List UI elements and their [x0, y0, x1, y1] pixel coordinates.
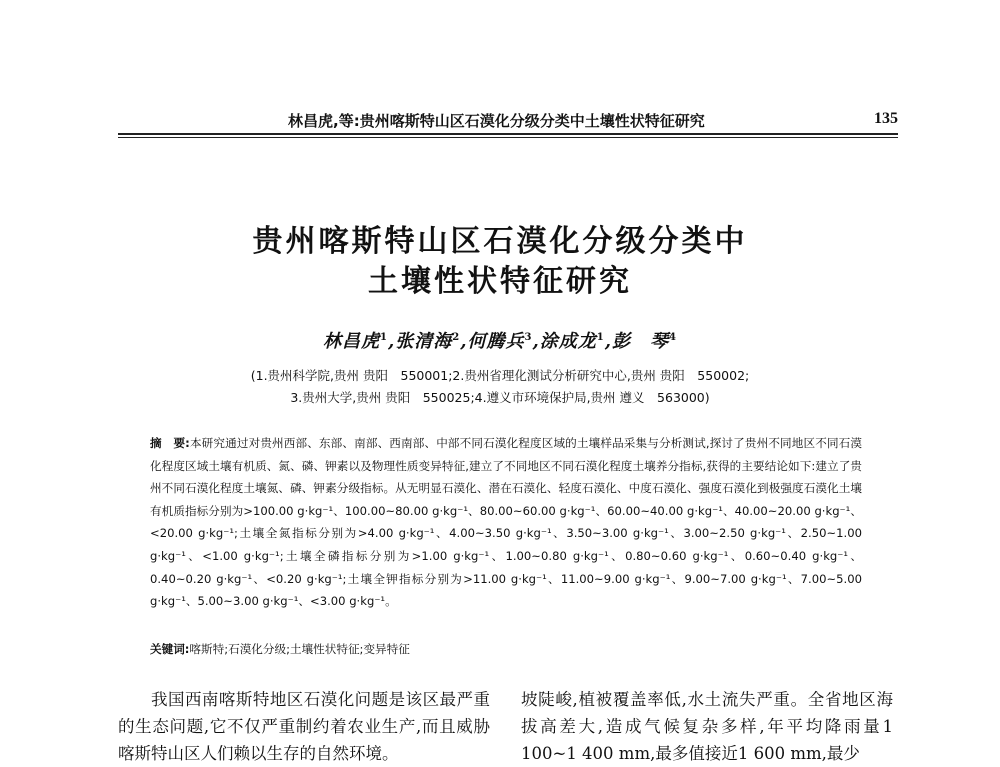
author-name: 张清海 [395, 331, 453, 352]
keywords [150, 641, 862, 657]
header-rule-thin [118, 137, 898, 138]
paper-title-line-1: 贵州喀斯特山区石漠化分级分类中 [252, 224, 748, 259]
author-separator: , [460, 331, 468, 352]
author-affil-mark: 1 [596, 332, 605, 343]
author-name: 何腾兵 [467, 331, 525, 352]
abstract-text: 本研究通过对贵州西部、东部、南部、西南部、中部不同石漠化程度区域的土壤样品采集与分析测试,探讨了贵州不同地区不同石漠化程度区域土壤有机质、氮、磷、钾素以及物理性质变异特征,建立了不同地区不同石漠化程度土壤养分指标,获得的主要结论如下:建立了贵州不同石漠化程度土壤氮、磷、钾素分级指标。从无明显石漠化、潜在石漠化、轻度石漠化、中度石漠化、强度石漠化到极强度石漠化土壤有机质指标分别为>100.00 g·kg⁻¹、100.00~80.00 g·kg⁻¹、80.00~60.00 g·kg⁻¹、60.00~40.00 g·kg⁻¹、40.00~20.00 g·kg⁻¹、<20.00 g·kg⁻¹;土壤全氮指标分别为>4.00 g·kg⁻¹、4.00~3.50 g·kg⁻¹、3.50~3.00 g·kg⁻¹、3.00~2.50 g·kg⁻¹、2.50~1.00 g·kg⁻¹、<1.00 g·kg⁻¹;土壤全磷指标分别为>1.00 g·kg⁻¹、1.00~0.80 g·kg⁻¹、0.80~0.60 g·kg⁻¹、0.60~0.40 g·kg⁻¹、0.40~0.20 g·kg⁻¹、<0.20 g·kg⁻¹;土壤全钾指标分别为>11.00 g·kg⁻¹、11.00~9.00 g·kg⁻¹、9.00~7.00 g·kg⁻¹、7.00~5.00 g·kg⁻¹、5.00~3.00 g·kg⁻¹、<3.00 g·kg⁻¹。 [150, 436, 862, 609]
affiliation-line-2: 3.贵州大学,贵州 贵阳 550025;4.遵义市环境保护局,贵州 遵义 563000) [290, 390, 710, 405]
author-name: 涂成龙 [539, 331, 597, 352]
affiliation-line-1: (1.贵州科学院,贵州 贵阳 550001;2.贵州省理化测试分析研究中心,贵州 贵阳 550002; [250, 368, 750, 383]
author-list [0, 327, 1000, 353]
header-rule-thick [118, 133, 898, 135]
body-right-column: 坡陡峻,植被覆盖率低,水土流失严重。全省地区海拔高差大,造成气候复杂多样,年平均降雨量1 100~1 400 mm,最多值接近1 600 mm,最少 [521, 690, 893, 763]
author-separator: , [532, 331, 540, 352]
author-name: 林昌虎 [323, 331, 381, 352]
author-name: 彭 琴 [612, 331, 670, 352]
author-affil-mark: 1 [380, 332, 388, 343]
paper-title-line-2: 土壤性状特征研究 [368, 264, 632, 299]
running-head-title: 林昌虎,等:贵州喀斯特山区石漠化分级分类中土壤性状特征研究 [288, 112, 705, 130]
author-separator: , [604, 331, 613, 352]
page-number: 135 [874, 110, 898, 127]
abstract [150, 432, 862, 613]
running-header [118, 110, 898, 132]
keywords-label: 关键词: [150, 642, 190, 656]
author-affil-mark: 3 [524, 332, 533, 343]
body-left-column: 我国西南喀斯特地区石漠化问题是该区最严重的生态问题,它不仅严重制约着农业生产,而且威胁喀斯特山区人们赖以生存的自然环境。 [118, 690, 490, 763]
abstract-label: 摘 要: [150, 436, 190, 450]
author-separator: , [387, 331, 396, 352]
keywords-text: 喀斯特;石漠化分级;土壤性状特征;变异特征 [189, 642, 410, 656]
author-affil-mark: 2 [452, 332, 461, 343]
author-affil-mark: 4 [669, 332, 677, 343]
